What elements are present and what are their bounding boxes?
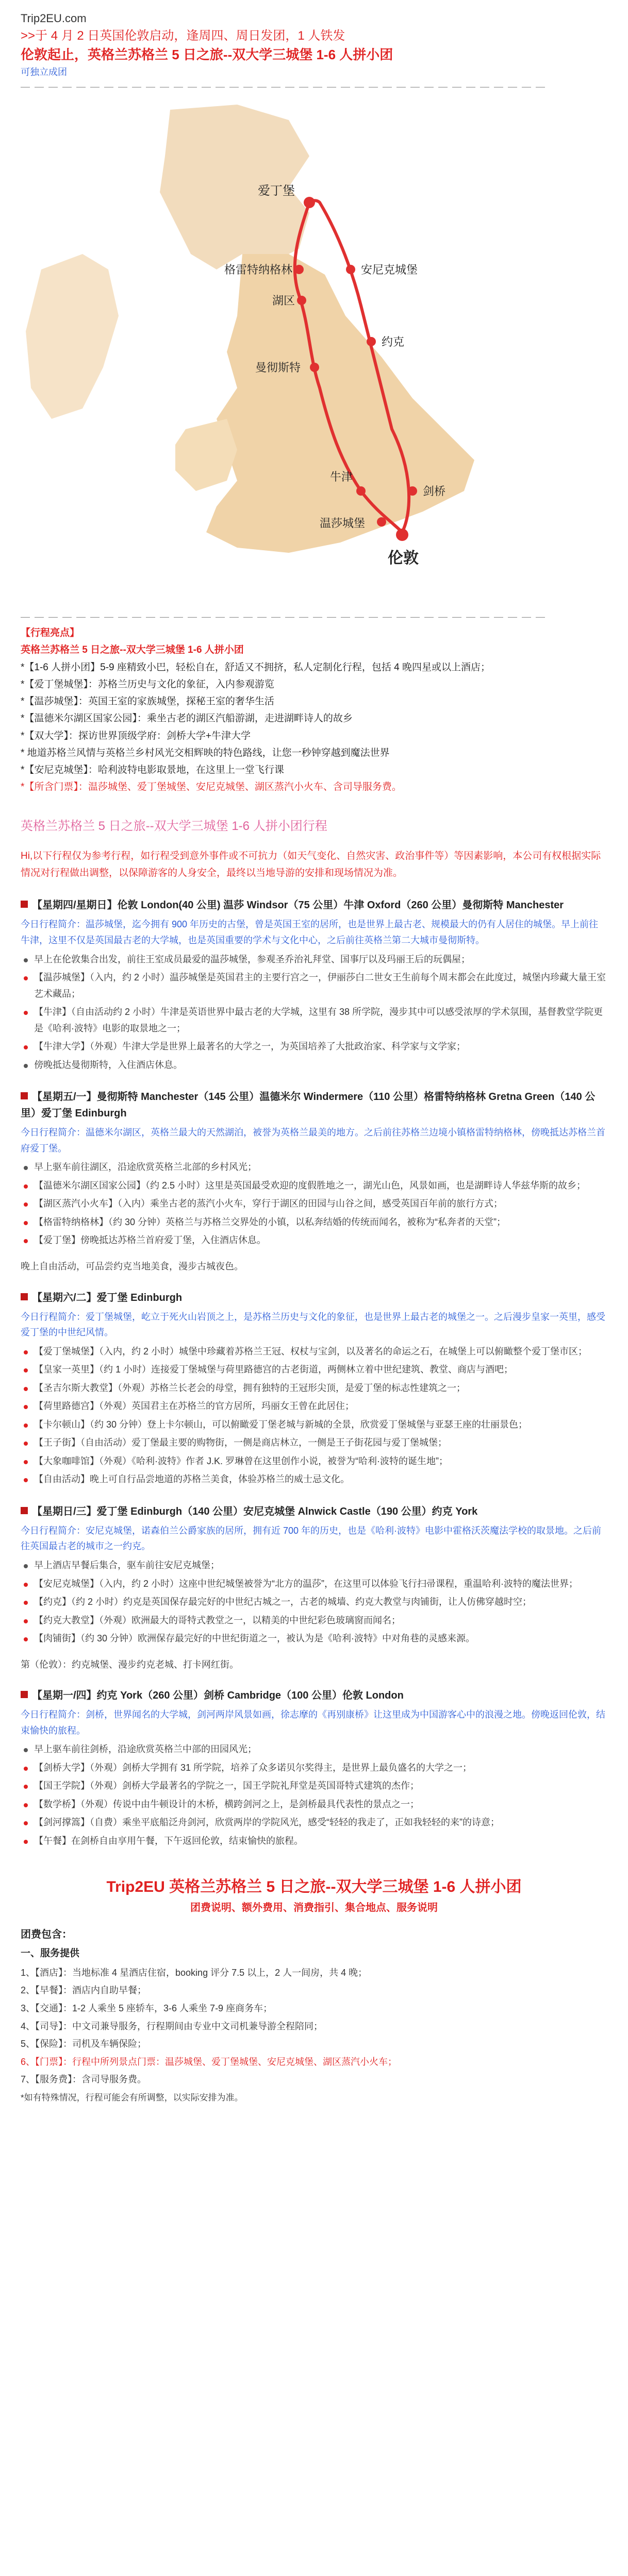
itinerary-title: 英格兰苏格兰 5 日之旅--双大学三城堡 1-6 人拼小团行程 xyxy=(21,819,327,833)
fee-item: 1、【酒店】：当地标准 4 星酒店住宿，booking 评分 7.5 以上，2 人一间房，共 4 晚； xyxy=(21,1967,368,1978)
day-5 xyxy=(21,1687,607,1849)
fee-subtitle: 一、服务提供 xyxy=(21,1948,80,1959)
list-item: 【国王学院】（外观）剑桥大学最著名的学院之一，国王学院礼拜堂是英国哥特式建筑的杰作； xyxy=(21,1778,607,1794)
footer-note: *如有特殊情况，行程可能会有所调整，以实际安排为准。 xyxy=(21,2093,243,2103)
label-windsor: 温莎城堡 xyxy=(320,517,366,530)
list-item: 【荷里路德宫】（外观）英国君主在苏格兰的官方居所，玛丽女王曾在此居住； xyxy=(21,1398,607,1415)
headline-note: 可独立成团 xyxy=(21,66,67,77)
day-title xyxy=(21,1503,607,1520)
label-edinburgh: 爱丁堡 xyxy=(258,184,295,198)
label-gretna: 格雷特纳格林 xyxy=(224,263,293,277)
list-item: 【剑桥大学】（外观）剑桥大学拥有 31 所学院，培养了众多诺贝尔奖得主，是世界上最负盛名的大学之一； xyxy=(21,1760,607,1776)
fee-item: 5、【保险】：司机及车辆保险； xyxy=(21,2039,147,2049)
divider: — — — — — — — — — — — — — — — — — — — — — — — — — — — — — — — — — — — — — — xyxy=(21,81,547,92)
day-1 xyxy=(21,897,607,1073)
day-title xyxy=(21,1687,607,1704)
square-bullet-icon xyxy=(21,901,28,908)
list-item: 【牛津】（自由活动约 2 小时）牛津是英语世界中最古老的大学城，这里有 38 所学院，漫步其中可以感受浓厚的学术氛围，基督教堂学院更是《哈利·波特》电影的取景地之一； xyxy=(21,1004,607,1037)
list-item: 【爱丁堡城堡】（入内，约 2 小时）城堡中珍藏着苏格兰王冠、权杖与宝剑，以及著名的命运之石，在城堡上可以俯瞰整个爱丁堡市区； xyxy=(21,1344,607,1360)
itinerary-notice: Hi,以下行程仅为参考行程，如行程受到意外事件或不可抗力（如天气变化、自然灾害、政治事件等）等因素影响，本公司有权根据实际情况对行程做出调整，以保障游客的人身安全，最终以当地导游的安排和现场情况为准。 xyxy=(21,850,601,879)
label-york: 约克 xyxy=(382,335,405,349)
day-bullets xyxy=(21,952,607,1074)
day-title-text: 【星期日/三】爱丁堡 Edinburgh（140 公里）安尼克城堡 Alnwick Castle（190 公里）约克 York xyxy=(32,1505,478,1517)
list-item: 【安尼克城堡】（入内，约 2 小时）这座中世纪城堡被誉为“北方的温莎”，在这里可以体验飞行扫帚课程，重温哈利·波特的魔法世界； xyxy=(21,1576,607,1592)
list-item: 【肉铺街】（约 30 分钟）欧洲保存最完好的中世纪街道之一，被认为是《哈利·波特》中对角巷的灵感来源。 xyxy=(21,1631,607,1647)
list-item: 【温莎城堡】（入内，约 2 小时）温莎城堡是英国君主的主要行宫之一，伊丽莎白二世女王生前每个周末都会在此度过，城堡内珍藏大量王室艺术藏品； xyxy=(21,970,607,1002)
brand-name: Trip2EU.com xyxy=(21,12,87,25)
label-london: 伦敦 xyxy=(388,550,419,567)
day-intro: 今日行程简介：温莎城堡，迄今拥有 900 年历史的古堡，曾是英国王室的居所，也是世界上最古老、规模最大的仍有人居住的城堡。早上前往牛津，这里不仅是英国最古老的大学城，也是英国重要的学术与文化中心，之后前往英格兰第二大城市曼彻斯特。 xyxy=(21,919,599,946)
features-section xyxy=(21,624,607,796)
day-bullets xyxy=(21,1344,607,1488)
day-title-text: 【星期一/四】约克 York（260 公里）剑桥 Cambridge（100 公里）伦敦 London xyxy=(32,1690,404,1702)
label-manchester: 曼彻斯特 xyxy=(255,361,301,375)
day-3 xyxy=(21,1290,607,1488)
square-bullet-icon xyxy=(21,1507,28,1514)
fee-list xyxy=(21,1965,607,2088)
list-item: 【皇家一英里】（约 1 小时）连接爱丁堡城堡与荷里路德宫的古老街道，两侧林立着中世纪建筑、教堂、商店与酒吧； xyxy=(21,1362,607,1378)
list-item: 【数学桥】（外观）传说中由牛顿设计的木桥，横跨剑河之上，是剑桥最具代表性的景点之一； xyxy=(21,1797,607,1813)
list-item: 【牛津大学】（外观）牛津大学是世界上最著名的大学之一，为英国培养了大批政治家、科学家与文学家； xyxy=(21,1039,607,1055)
list-item: 【王子街】（自由活动）爱丁堡最主要的购物街，一侧是商店林立，一侧是王子街花园与爱丁堡城堡； xyxy=(21,1435,607,1451)
fee-item: 2、【早餐】：酒店内自助早餐； xyxy=(21,1985,147,1996)
list-item: 【大象咖啡馆】（外观）《哈利·波特》作者 J.K. 罗琳曾在这里创作小说，被誉为“哈利·波特的诞生地”； xyxy=(21,1453,607,1470)
feature-line: *【1-6 人拼小团】5-9 座精致小巴，轻松自在，舒适又不拥挤，私人定制化行程，包括 4 晚四星或以上酒店； xyxy=(21,662,491,673)
label-alnwick: 安尼克城堡 xyxy=(361,263,418,277)
square-bullet-icon xyxy=(21,1691,28,1698)
day-title xyxy=(21,897,607,913)
day-title-text: 【星期四/星期日】伦敦 London(40 公里) 温莎 Windsor（75 公里）牛津 Oxford（260 公里）曼彻斯特 Manchester xyxy=(32,900,564,911)
headline-title: 伦敦起止，英格兰苏格兰 5 日之旅--双大学三城堡 1-6 人拼小团 xyxy=(21,46,393,62)
feature-line: *【双大学】：探访世界顶级学府：剑桥大学+牛津大学 xyxy=(21,730,251,741)
fee-item: 3、【交通】：1-2 人乘坐 5 座轿车，3-6 人乘坐 7-9 座商务车； xyxy=(21,2003,273,2014)
features-subtitle: 英格兰苏格兰 5 日之旅--双大学三城堡 1-6 人拼小团 xyxy=(21,645,244,656)
day-intro: 今日行程简介：爱丁堡城堡，屹立于死火山岩顶之上，是苏格兰历史与文化的象征，也是世界上最古老的城堡之一。之后漫步皇家一英里，感受爱丁堡的中世纪风情。 xyxy=(21,1311,605,1338)
divider-2: — — — — — — — — — — — — — — — — — — — — — — — — — — — — — — — — — — — — — — xyxy=(21,612,547,622)
list-item: 【午餐】在剑桥自由享用午餐，下午返回伦敦，结束愉快的旅程。 xyxy=(21,1833,607,1850)
day-title xyxy=(21,1089,607,1122)
fee-title: 团费包含： xyxy=(21,1929,72,1941)
feature-line: *【温德米尔湖区国家公园】：乘坐古老的湖区汽船游湖，走进湖畔诗人的故乡 xyxy=(21,713,353,724)
list-item: 【剑河撑篙】（自费）乘坐平底船泛舟剑河，欣赏两岸的学院风光，感受“轻轻的我走了，正如我轻轻的来”的诗意； xyxy=(21,1815,607,1831)
day-bullets xyxy=(21,1557,607,1647)
feature-line: * 地道苏格兰风情与英格兰乡村风光交相辉映的特色路线，让您一秒钟穿越到魔法世界 xyxy=(21,747,390,758)
list-item: 【自由活动】晚上可自行品尝地道的苏格兰美食，体验苏格兰的威士忌文化。 xyxy=(21,1471,607,1488)
list-item: 【卡尔顿山】（约 30 分钟）登上卡尔顿山，可以俯瞰爱丁堡老城与新城的全景，欣赏爱丁堡城堡与亚瑟王座的壮丽景色； xyxy=(21,1417,607,1433)
label-cambridge: 剑桥 xyxy=(423,485,446,498)
fee-item: 7、【服务费】：含司导服务费。 xyxy=(21,2074,147,2085)
list-item: 早上驱车前往剑桥，沿途欣赏英格兰中部的田园风光； xyxy=(21,1741,607,1758)
fee-item: 6、【门票】：行程中所列景点门票：温莎城堡、爱丁堡城堡、安尼克城堡、湖区蒸汽小火车； xyxy=(21,2056,398,2067)
day-title-text: 【星期六/二】爱丁堡 Edinburgh xyxy=(32,1292,183,1303)
list-item: 【格雷特纳格林】（约 30 分钟）英格兰与苏格兰交界处的小镇，以私奔结婚的传统而闻名，被称为“私奔者的天堂”； xyxy=(21,1214,607,1231)
list-item: 早上驱车前往湖区，沿途欣赏英格兰北部的乡村风光； xyxy=(21,1159,607,1176)
fee-item: 4、【司导】：中文司兼导服务，行程期间由专业中文司机兼导游全程陪同； xyxy=(21,2021,323,2031)
label-oxford: 牛津 xyxy=(330,470,353,484)
day-title xyxy=(21,1290,607,1306)
list-item: 傍晚抵达曼彻斯特，入住酒店休息。 xyxy=(21,1057,607,1074)
day-2 xyxy=(21,1089,607,1249)
day-intro: 今日行程简介：剑桥，世界闻名的大学城，剑河两岸风景如画，徐志摩的《再别康桥》让这里成为中国游客心中的浪漫之地。傍晚返回伦敦，结束愉快的旅程。 xyxy=(21,1709,605,1736)
feature-line: *【温莎城堡】：英国王室的家族城堡，探秘王室的奢华生活 xyxy=(21,696,274,707)
list-item: 【圣吉尔斯大教堂】（外观）苏格兰长老会的母堂，拥有独特的王冠形尖顶，是爱丁堡的标志性建筑之一； xyxy=(21,1380,607,1397)
end-note: 第（伦敦）：约克城堡、漫步约克老城、打卡网红街。 xyxy=(21,1659,239,1670)
feature-line-tickets: *【所含门票】：温莎城堡、爱丁堡城堡、安尼克城堡、湖区蒸汽小火车、含司导服务费。 xyxy=(21,782,402,793)
list-item: 【约克】（约 2 小时）约克是英国保存最完好的中世纪古城之一，古老的城墙、约克大教堂与肉铺街，让人仿佛穿越时空； xyxy=(21,1594,607,1611)
day-bullets xyxy=(21,1159,607,1249)
day-intro: 今日行程简介：安尼克城堡，诺森伯兰公爵家族的居所，拥有近 700 年的历史，也是《哈利·波特》电影中霍格沃茨魔法学校的取景地。之后前往英国最古老的城市之一约克。 xyxy=(21,1525,602,1552)
map-marker-gretna xyxy=(224,263,304,276)
route-map xyxy=(21,99,607,604)
feature-line: *【爱丁堡城堡】：苏格兰历史与文化的象征，入内参观游览 xyxy=(21,679,274,690)
list-item: 早上在伦敦集合出发，前往王室成员最爱的温莎城堡，参观圣乔治礼拜堂、国事厅以及玛丽王后的玩偶屋； xyxy=(21,952,607,968)
list-item: 【湖区蒸汽小火车】（入内）乘坐古老的蒸汽小火车，穿行于湖区的田园与山谷之间，感受英国百年前的旅行方式； xyxy=(21,1196,607,1212)
day-intro: 今日行程简介：温德米尔湖区，英格兰最大的天然湖泊，被誉为英格兰最美的地方。之后前往苏格兰边境小镇格雷特纳格林，傍晚抵达苏格兰首府爱丁堡。 xyxy=(21,1127,605,1154)
list-item: 早上酒店早餐后集合，驱车前往安尼克城堡； xyxy=(21,1557,607,1574)
list-item: 【约克大教堂】（外观）欧洲最大的哥特式教堂之一，以精美的中世纪彩色玻璃窗而闻名； xyxy=(21,1613,607,1629)
feature-line: *【安尼克城堡】：哈利波特电影取景地，在这里上一堂飞行课 xyxy=(21,765,284,776)
day-4 xyxy=(21,1503,607,1647)
day-title-text: 【星期五/一】曼彻斯特 Manchester（145 公里）温德米尔 Windermere（110 公里）格雷特纳格林 Gretna Green（140 公里）爱丁堡 Edinburgh xyxy=(21,1091,596,1120)
square-bullet-icon xyxy=(21,1293,28,1300)
list-item: 【温德米尔湖区国家公园】（约 2.5 小时）这里是英国最受欢迎的度假胜地之一，湖光山色，风景如画，也是湖畔诗人华兹华斯的故乡； xyxy=(21,1178,607,1194)
label-lakes: 湖区 xyxy=(272,294,295,308)
mid-note: 晚上自由活动，可品尝约克当地美食，漫步古城夜色。 xyxy=(21,1261,243,1272)
headline-departure: >>于 4 月 2 日英国伦敦启动，逢周四、周日发团，1 人铁发 xyxy=(21,29,345,43)
route-map-svg xyxy=(21,99,607,604)
square-bullet-icon xyxy=(21,1092,28,1099)
features-title: 【行程亮点】 xyxy=(21,628,80,639)
footer-subtitle: 团费说明、额外费用、消费指引、集合地点、服务说明 xyxy=(190,1902,438,1914)
list-item: 【爱丁堡】傍晚抵达苏格兰首府爱丁堡，入住酒店休息。 xyxy=(21,1232,607,1249)
day-bullets xyxy=(21,1741,607,1849)
footer-title: Trip2EU 英格兰苏格兰 5 日之旅--双大学三城堡 1-6 人拼小团 xyxy=(106,1878,522,1896)
